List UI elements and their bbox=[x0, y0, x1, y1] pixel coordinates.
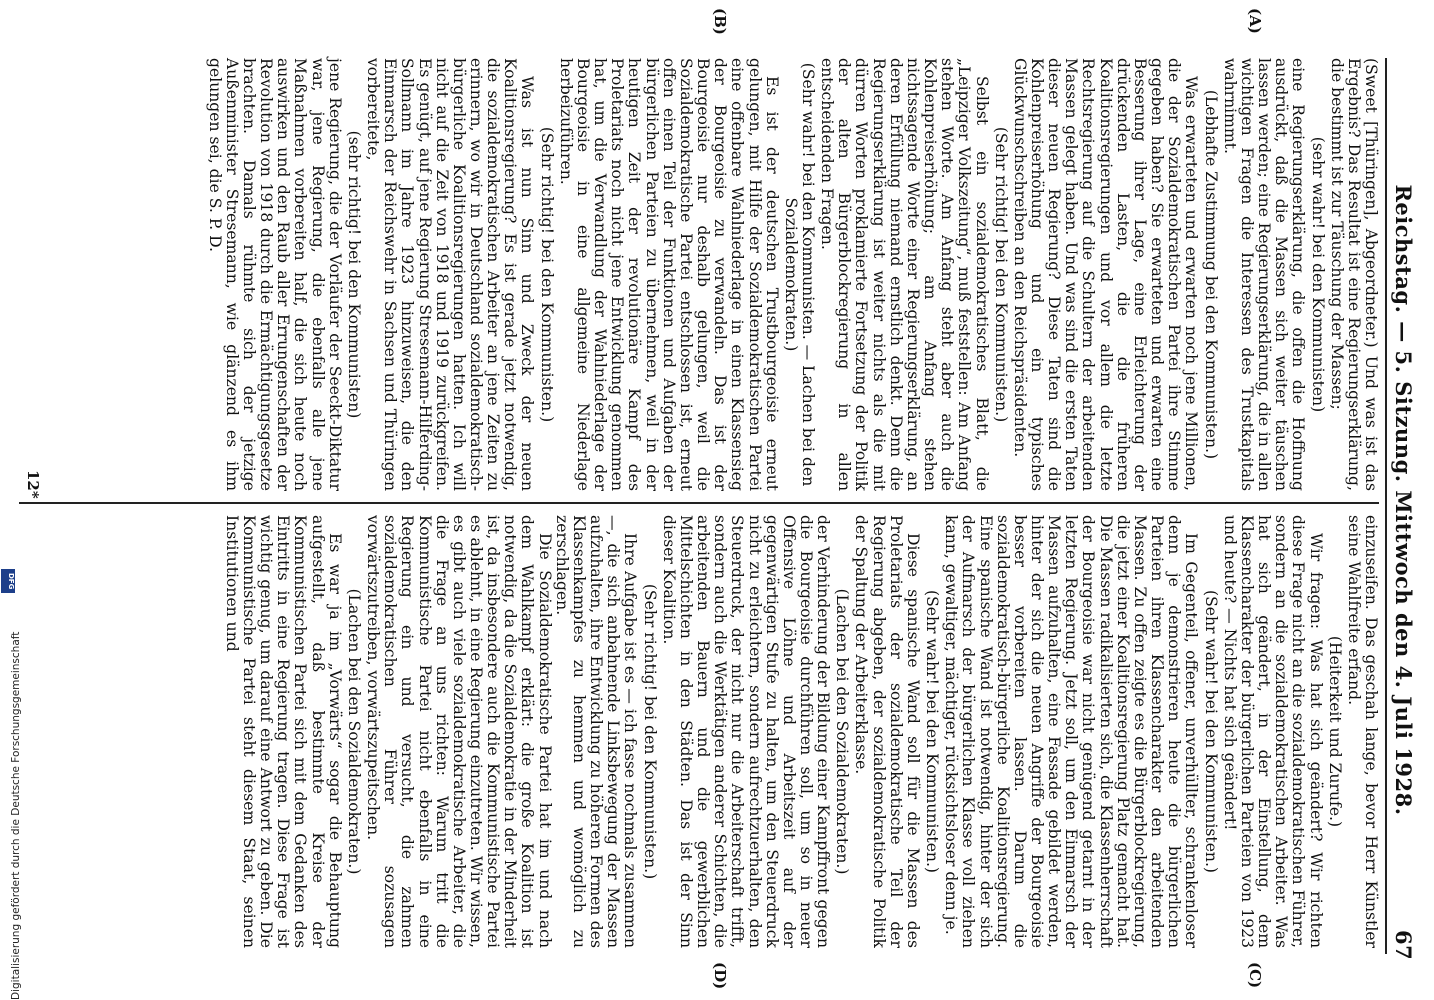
interjection: (sehr wahr! bei den Kommunisten) bbox=[1308, 136, 1327, 413]
margin-mark-c: (C) bbox=[1246, 962, 1264, 989]
interjection: (Lebhafte Zustimmung bei den Kommunisten.) bbox=[1201, 89, 1220, 460]
paragraph: Selbst ein sozialdemokratisches Blatt, die „Leipziger Volkszeitung“, muß feststellen: Am Anfang stehen Worte. Am Anfang steht aber auch die Kohlenpreiserhöhung; am Anfang stehen nichtssagende Worte einer Regierungserklärung, an deren Erfüllung niemand ernstlich denkt. Denn die Regierungserklärung ist weiter nichts als die mit dürren Worten proklamierte Fortsetzung der Politik der alten Bürgerblockregierung in allen entscheidenden Fragen. bbox=[818, 58, 991, 491]
digitization-note bbox=[2, 572, 22, 1000]
paragraph: Was ist nun Sinn und Zweck der neuen Koalitionsregierung? Es ist gerade jetzt notwendig, die sozialdemokratischen Arbeiter an jene Zeiten zu erinnern, wo wir in Deutschland sozialdemokratisch-bürgerliche Koalitionsregierungen hatten. Ich will nicht auf die Zeit von 1918 und 1919 zurückgreifen. Es genügt, auf jene Regierung Stresemann-Hilferding-Sollmann im Jahre 1923 hinzuweisen, die den Einmarsch der Reichswehr in Sachsen und Thüringen vorbereitete, bbox=[364, 58, 537, 491]
paragraph: der Verhinderung der Bildung einer Kampffront gegen die Bourgeoisie durchführen soll, um so in neuer Offensive Löhne und Arbeitszeit auf der gegenwärtigen Stufe zu halten, um den Steuerdruck nicht zu erleichtern, sondern aufrechtzuerhalten, den Steuerdruck, der nicht nur die Arbeiterschaft trifft, sondern auch die Werktätigen anderer Schichten, die arbeitenden Bauern und die gewerblichen Mittelschichten in den Städten. Das ist der Sinn dieser Koalition. bbox=[659, 515, 833, 948]
margin-mark-a: (A) bbox=[1246, 8, 1264, 34]
interjection: (Lachen bei den Sozialdemokraten.) bbox=[344, 588, 363, 875]
sheet-signature: 12* bbox=[24, 470, 42, 499]
paragraph: eine Regierungserklärung, die offen die Hoffnung ausdrückt, daß die Massen sich weiter täuschen lassen werden; eine Regierungserklärung, die in allen wichtigen Fragen die Interessen des Trustkapitals wahrnimmt. bbox=[1220, 58, 1308, 491]
left-column bbox=[206, 58, 1379, 491]
interjection: (Sehr wahr! bei den Kommunisten.) bbox=[1201, 589, 1220, 874]
column-divider bbox=[19, 502, 1379, 504]
interjection: (Sehr wahr! bei den Kommunisten. — Lachen bei den Sozialdemokraten.) bbox=[781, 62, 817, 487]
margin-mark-d: (D) bbox=[711, 962, 729, 990]
paragraph: jene Regierung, die der Vorläufer der Seeckt-Diktatur war, jene Regierung, die ebenfalls alle jene Maßnahmen vorbereiten half, die sich heute noch auswirken und den Raub aller Errungenschaften der Revolution von 1918 durch die Ermächtigungsgesetze brachten. Damals rühmte sich der jetzige Außenminister Stresemann, wie glänzend es ihm gelungen sei, die S. P. D. bbox=[205, 58, 344, 491]
interjection: (Sehr richtig! bei den Kommunisten.) bbox=[640, 583, 659, 880]
interjection: (Sehr richtig! bei den Kommunisten.) bbox=[991, 126, 1010, 423]
header-rule bbox=[1385, 58, 1387, 954]
page-header: Reichstag. — 5. Sitzung. Mittwoch den 4. Juli 1928. bbox=[1391, 184, 1416, 816]
paragraph: Es war ja im „Vorwärts“ sogar die Behauptung aufgestellt, daß bestimmte Kreise der Kommunistischen Partei sich mit dem Gedanken des Eintritts in eine Regierung tragen. Diese Frage ist wichtig genug, um darauf eine Antwort zu geben. Die Kommunistische Partei steht diesem Staat, seinen Institutionen und bbox=[222, 515, 344, 948]
paragraph: (Sweet [Thüringen], Abgeordneter.) Und was ist das Ergebnis? Das Resultat ist eine Regierungserklärung, die bestimmt ist zur Täuschung der Massen; bbox=[1327, 58, 1380, 491]
paragraph: einzuseifen. Das geschah lange, bevor Herr Künstler seine Wahlfreite erfand. bbox=[1344, 515, 1380, 948]
right-column bbox=[223, 515, 1379, 948]
page-number: 67 bbox=[1391, 930, 1416, 961]
paragraph: Diese spanische Wand soll für die Massen des Proletariats der sozialdemokratische Teil der Regierung abgeben, der sozialdemokratische Politik der Spaltung der Arbeiterklasse. bbox=[852, 515, 922, 948]
paragraph: Die Sozialdemokratische Partei hat im und nach dem Wahlkampf erklärt: die große Koalition ist notwendig, da die Sozialdemokratie in der Minderheit ist, da insbesondere auch die Kommunistische Partei es ablehnt, in eine Regierung einzutreten. Wir wissen, es gibt auch viele sozialdemokratische Arbeiter, die die Frage an uns richten: Warum tritt die Kommunistische Partei nicht ebenfalls in eine Regierung ein und versucht, die zahmen sozialdemokratischen Führer sozusagen vorwärtszutreiben, vorwärtszupeitschen. bbox=[364, 515, 554, 948]
interjection: (Heiterkeit und Zurufe.) bbox=[1325, 635, 1344, 828]
paragraph: Ihre Aufgabe ist es — ich fasse nochmals zusammen —, die sich anbahnende Linksbewegung der Massen aufzuhalten, ihre Entwicklung zu höheren Formen des Klassenkampfes zu hemmen und womöglich zu zerschlagen. bbox=[552, 515, 640, 948]
paragraph: Wir fragen: Was hat sich geändert? Wir richten diese Frage nicht an die sozialdemokratischen Führer, sondern an die sozialdemokratischen Arbeiter. Was hat sich geändert, in der Einstellung, dem Klassencharakter der bürgerlichen Parteien von 1923 und heute? — Nichts hat sich geändert! bbox=[1220, 515, 1325, 948]
interjection: (Sehr wahr! bei den Kommunisten.) bbox=[923, 589, 942, 874]
interjection: (sehr richtig! bei den Kommunisten) bbox=[344, 130, 363, 419]
interjection: (Sehr richtig! bei den Kommunisten.) bbox=[537, 126, 556, 423]
margin-mark-b: (B) bbox=[711, 8, 729, 35]
dfg-logo-icon: DFG bbox=[1, 569, 15, 593]
digitization-note-text: Digitalisierung gefördert durch die Deutsche Forschungsgemeinschaft bbox=[10, 631, 22, 1000]
interjection: (Lachen bei den Sozialdemokraten.) bbox=[833, 588, 852, 875]
paragraph: Es ist der deutschen Trustbourgeoisie erneut gelungen, mit Hilfe der Sozialdemokratischen Partei eine offenbare Wahlniederlage in einen Klassensieg der Bourgeoisie zu verwandeln. Das ist der Bourgeoisie nur deshalb gelungen, weil die Sozialdemokratische Partei entschlossen ist, erneut offen einen Teil der Funktionen und Aufgaben der bürgerlichen Parteien zu übernehmen, weil in der heutigen Zeit der revolutionäre Kampf des Proletariats noch nicht jene Entwicklung genommen hat, um die Verwandlung der Wahlniederlage der Bourgeoisie in eine allgemeine Niederlage herbeizuführen. bbox=[556, 58, 781, 491]
paragraph: Im Gegenteil, offener, unverhüllter, schrankenloser denn je demonstrieren heute die bürgerlichen Parteien ihren Klassencharakter den arbeitenden Massen. Zu offen zeigte es die Bürgerblockregierung, die jetzt einer Koalitionsregierung Platz gemacht hat. Die Massen radikalisierten sich, die Klassenherrschaft der Bourgeoisie war nicht genügend getarnt in der letzten Regierung. Jetzt soll, um den Einmarsch der Massen aufzuhalten, eine Fassade gebildet werden, hinter der sich die neuen Angriffe der Bourgeoisie besser vorbereiten lassen. Darum die sozialdemokratisch-bürgerliche Koalitionsregierung. Eine spanische Wand ist notwendig, hinter der sich der Aufmarsch der bürgerlichen Klasse voll ziehen kann, gewaltiger, mächtiger, rücksichtsloser denn je. bbox=[942, 515, 1201, 948]
paragraph: Was erwarteten und erwarten noch jene Millionen, die der Sozialdemokratischen Partei ihre Stimme gegeben haben? Sie erwarteten und erwarten eine Besserung ihrer Lage, eine Erleichterung der drückenden Lasten, die die früheren Koalitionsregierungen und vor allem die letzte Rechtsregierung auf die Schultern der arbeitenden Massen gelegt haben. Und was sind die ersten Taten dieser neuen Regierung? Diese Taten sind die Kohlenpreiserhöhung und ein typisches Glückwunschschreiben an den Reichspräsidenten. bbox=[1010, 58, 1201, 491]
